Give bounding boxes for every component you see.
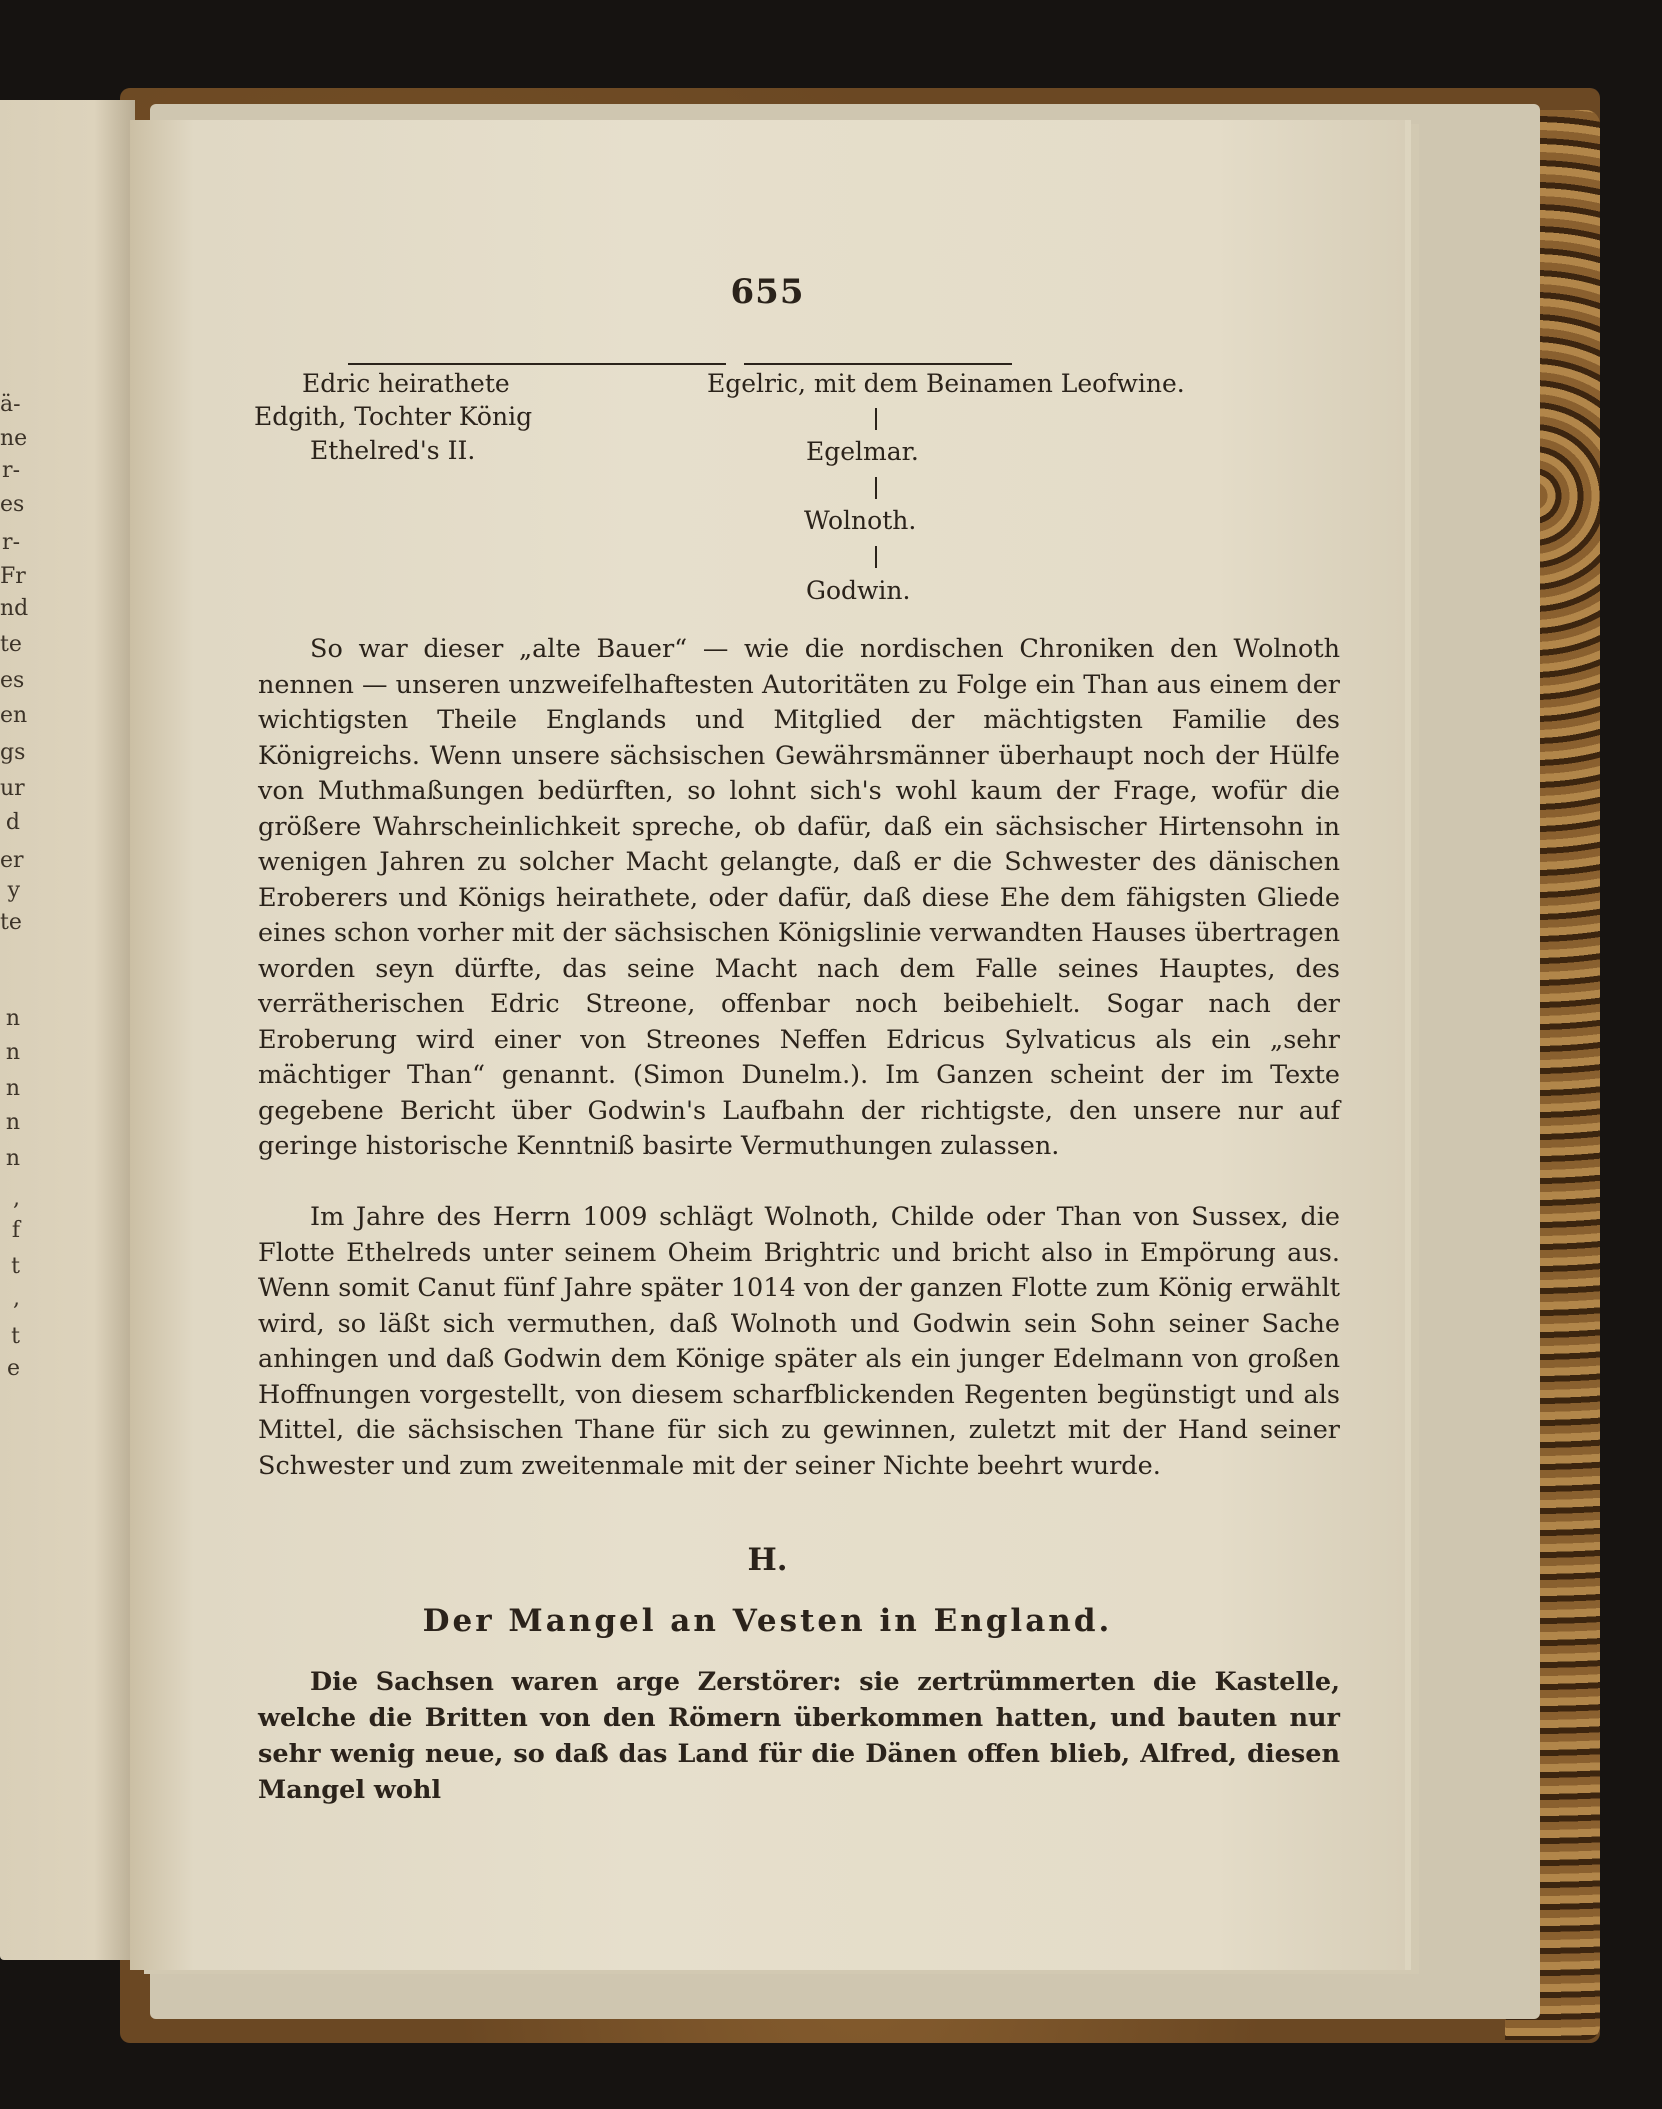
left-page-fragment: f xyxy=(11,1218,20,1243)
left-page-fragment: te xyxy=(0,632,22,657)
genealogy-desc-1: Egelmar. xyxy=(806,437,919,466)
left-page-fragment: es xyxy=(0,668,25,693)
left-page-fragment: , xyxy=(13,1286,20,1311)
paragraph-1: So war dieser „alte Bauer“ — wie die nordischen Chroniken den Wolnoth nennen — unseren unzweifelhaftesten Autoritäten zu Folge ein Than aus einem der wichtigsten Theile Englands und Mitglied der mächtigsten Familie des Königreichs. Wenn unsere sächsischen Gewährsmänner überhaupt noch der Hülfe von Muthmaßungen bedürften, so lohnt sich's wohl kaum der Frage, wofür die größere Wahrscheinlichkeit spreche, ob dafür, daß ein sächsischer Hirtensohn in wenigen Jahren zu solcher Macht gelangte, daß er die Schwester des dänischen Eroberers und Königs heirathete, oder dafür, daß diese Ehe dem fähigsten Gliede eines schon vorher mit der sächsischen Königslinie verwandten Hauses übertragen worden seyn dürfte, das seine Macht nach dem Falle seines Hauptes, des verrätherischen Edric Streone, offenbar noch beibehielt. Sogar nach der Eroberung wird einer von Streones Neffen Edricus Sylvaticus als ein „sehr mächtiger Than“ genannt. (Simon Dunelm.). Im Ganzen scheint der im Texte gegebene Bericht über Godwin's Laufbahn der richtigste, den unsere nur auf geringe historische Kenntniß basirte Vermuthungen zulassen. xyxy=(258,634,1340,1161)
left-page-fragment: ä- xyxy=(0,392,21,417)
left-page-fragment: ne xyxy=(0,426,28,451)
section-title: Der Mangel an Vesten in England. xyxy=(422,1603,1113,1639)
left-page-fragment: , xyxy=(13,1186,20,1211)
left-page-fragment: t xyxy=(11,1254,20,1279)
section-letter: H. xyxy=(747,1542,788,1578)
left-page-fragment: d xyxy=(5,810,20,835)
paragraph-2: Im Jahre des Herrn 1009 schlägt Wolnoth, Childe oder Than von Sussex, die Flotte Ethelreds unter seinem Oheim Brightric und bricht also in Empörung aus. Wenn somit Canut fünf Jahre später 1014 von der ganzen Flotte zum König erwählt wird, so läßt sich vermuthen, daß Wolnoth und Godwin sein Sohn seiner Sache anhingen und daß Godwin dem Könige später als ein junger Edelmann von großen Hoffnungen vorgestellt, von diesem scharfblickenden Regenten begünstigt und als Mittel, die sächsischen Thane für sich zu gewinnen, zuletzt mit der Hand seiner Schwester und zum zweitenmale mit der seiner Nichte beehrt wurde. xyxy=(258,1202,1340,1481)
left-page-fragment: r- xyxy=(2,530,20,555)
left-facing-page xyxy=(0,100,135,1960)
genealogy-bracket-left xyxy=(348,363,726,365)
genealogy-left-line3: Ethelred's II. xyxy=(310,436,476,465)
genealogy-left-line2: Edgith, Tochter König xyxy=(254,402,533,431)
left-page-fragment: e xyxy=(6,1356,20,1381)
left-page-fragment: ur xyxy=(0,776,25,801)
left-page-fragment: n xyxy=(5,1076,20,1101)
book-page xyxy=(130,120,1405,1970)
genealogy-line-3 xyxy=(875,546,877,568)
paragraph-3: Die Sachsen waren arge Zerstörer: sie zertrümmerten die Kastelle, welche die Britten von den Römern überkommen hatten, und bauten nur sehr wenig neue, so daß das Land für die Dänen offen blieb, Alfred, diesen Mangel wohl xyxy=(258,1667,1340,1805)
left-page-fragment: gs xyxy=(0,740,26,765)
genealogy-desc-2: Wolnoth. xyxy=(804,506,917,535)
left-page-fragment: n xyxy=(5,1006,20,1031)
left-page-fragment: Fr xyxy=(0,564,26,589)
genealogy-right-head: Egelric, mit dem Beinamen Leofwine. xyxy=(707,369,1185,398)
genealogy-left-line1: Edric heirathete xyxy=(302,369,510,398)
left-page-fragment: es xyxy=(0,492,25,517)
genealogy-bracket-right xyxy=(744,363,1012,365)
left-page-fragment: r- xyxy=(2,458,20,483)
left-page-fragment: en xyxy=(0,703,28,728)
left-page-fragment: t xyxy=(11,1324,20,1349)
left-page-fragment: n xyxy=(5,1040,20,1065)
left-page-fragment: er xyxy=(0,848,24,873)
left-page-fragment: nd xyxy=(0,596,29,621)
left-page-fragment: y xyxy=(7,878,20,903)
genealogy-line-2 xyxy=(875,477,877,499)
genealogy-line-1 xyxy=(875,408,877,430)
page-number: 655 xyxy=(730,272,805,312)
left-page-fragment: n xyxy=(5,1110,20,1135)
left-page-fragment: n xyxy=(5,1146,20,1171)
left-page-fragment: te xyxy=(0,910,22,935)
genealogy-desc-3: Godwin. xyxy=(806,576,911,605)
